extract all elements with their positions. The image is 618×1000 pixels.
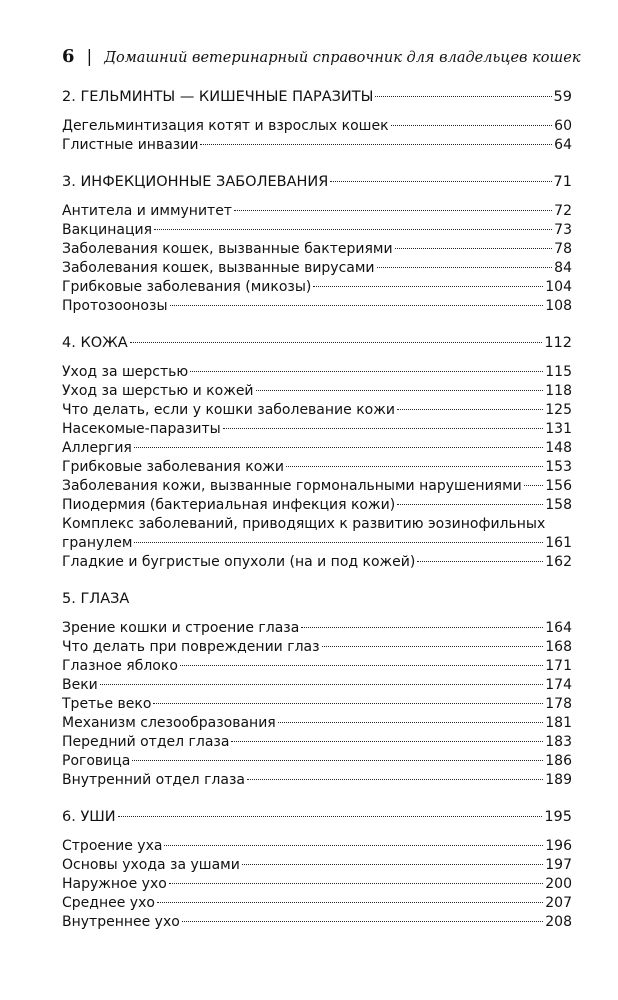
toc-entry[interactable] [62, 259, 572, 278]
toc-entry[interactable] [62, 202, 572, 221]
dot-leader [524, 485, 544, 486]
dot-leader [313, 286, 543, 287]
entry-title: Антитела и иммунитет [62, 203, 232, 219]
chapter-heading[interactable] [62, 171, 572, 193]
dot-leader [322, 646, 544, 647]
dot-leader [223, 428, 544, 429]
entry-page-number: 196 [545, 838, 572, 854]
entry-title: Наружное ухо [62, 876, 167, 892]
entry-page-number: 108 [545, 298, 572, 314]
toc-chapter [62, 806, 572, 932]
entry-title: Протозоонозы [62, 298, 168, 314]
entry-title: Гладкие и бугристые опухоли (на и под кожей) [62, 554, 416, 570]
toc-chapter [62, 171, 572, 316]
dot-leader [231, 741, 543, 742]
entry-page-number: 208 [545, 914, 572, 930]
entry-title: Дегельминтизация котят и взрослых кошек [62, 118, 389, 134]
entry-page-number: 158 [545, 497, 572, 513]
chapter-title: 6. УШИ [62, 809, 116, 825]
dot-leader [118, 816, 543, 817]
entry-title: Внутренний отдел глаза [62, 772, 245, 788]
dot-leader [375, 96, 551, 97]
entry-title: Передний отдел глаза [62, 734, 230, 750]
entry-page-number: 156 [545, 478, 572, 494]
toc-entry[interactable] [62, 420, 572, 439]
entry-title: Среднее ухо [62, 895, 155, 911]
entry-page-number: 118 [545, 383, 572, 399]
toc-entry[interactable] [62, 382, 572, 401]
entry-title: Зрение кошки и строение глаза [62, 620, 300, 636]
entry-page-number: 168 [545, 639, 572, 655]
toc-entry[interactable] [62, 771, 572, 790]
dot-leader [170, 305, 544, 306]
toc-entry[interactable] [62, 136, 572, 155]
entry-title: Пиодермия (бактериальная инфекция кожи) [62, 497, 396, 513]
toc-entry[interactable] [62, 752, 572, 771]
entry-title: Механизм слезообразования [62, 715, 276, 731]
entry-title: Заболевания кошек, вызванные вирусами [62, 260, 375, 276]
entry-title: Глистные инвазии [62, 137, 199, 153]
entry-page-number: 183 [545, 734, 572, 750]
chapter-page-number: 112 [544, 335, 572, 351]
chapter-heading[interactable] [62, 806, 572, 828]
dot-leader [100, 684, 543, 685]
dot-leader [157, 902, 543, 903]
toc-entry[interactable] [62, 714, 572, 733]
entry-title: Внутреннее ухо [62, 914, 180, 930]
toc-entry[interactable] [62, 553, 572, 572]
entry-title: Вакцинация [62, 222, 153, 238]
toc-chapter [62, 588, 572, 790]
entry-page-number: 115 [545, 364, 572, 380]
entry-page-number: 131 [545, 421, 572, 437]
toc-entry[interactable] [62, 875, 572, 894]
toc-entry[interactable] [62, 676, 572, 695]
entry-page-number: 197 [545, 857, 572, 873]
entry-title: Глазное яблоко [62, 658, 178, 674]
entry-title: Насекомые-паразиты [62, 421, 221, 437]
entry-page-number: 200 [545, 876, 572, 892]
dot-leader [153, 703, 543, 704]
entry-title: Основы ухода за ушами [62, 857, 240, 873]
dot-leader [234, 210, 552, 211]
entry-page-number: 78 [554, 241, 572, 257]
dot-leader [169, 883, 543, 884]
chapter-title: 3. ИНФЕКЦИОННЫЕ ЗАБОЛЕВАНИЯ [62, 174, 329, 190]
dot-leader [134, 447, 543, 448]
toc-entry[interactable] [62, 695, 572, 714]
toc-entry[interactable] [62, 638, 572, 657]
entry-page-number: 148 [545, 440, 572, 456]
dot-leader [286, 466, 543, 467]
dot-leader [301, 627, 543, 628]
entry-page-number: 84 [554, 260, 572, 276]
entry-page-number: 162 [545, 554, 572, 570]
dot-leader [154, 229, 552, 230]
entry-title: Роговица [62, 753, 131, 769]
page-number: 6 [62, 46, 75, 67]
entry-title: Заболевания кошек, вызванные бактериями [62, 241, 393, 257]
entry-title: Уход за шерстью и кожей [62, 383, 254, 399]
entry-page-number: 161 [545, 535, 572, 551]
entry-title: Что делать, если у кошки заболевание кожи [62, 402, 395, 418]
toc-chapter [62, 86, 572, 155]
dot-leader [182, 921, 543, 922]
chapter-heading[interactable] [62, 332, 572, 354]
toc-chapter [62, 332, 572, 572]
dot-leader [164, 845, 543, 846]
toc-entry[interactable] [62, 515, 572, 553]
entry-page-number: 189 [545, 772, 572, 788]
toc-entry[interactable] [62, 401, 572, 420]
dot-leader [242, 864, 543, 865]
dot-leader [391, 125, 553, 126]
chapter-title: 4. КОЖА [62, 335, 128, 351]
dot-leader [200, 144, 552, 145]
chapter-page-number: 71 [553, 174, 572, 190]
entry-title: Уход за шерстью [62, 364, 189, 380]
entry-page-number: 171 [545, 658, 572, 674]
entry-page-number: 60 [554, 118, 572, 134]
dot-leader [256, 390, 544, 391]
book-title: Домашний ветеринарный справочник для владельцев кошек [104, 50, 581, 66]
entry-title: Строение уха [62, 838, 163, 854]
dot-leader [132, 760, 543, 761]
dot-leader [397, 409, 543, 410]
toc-entry[interactable] [62, 477, 572, 496]
toc-entry[interactable] [62, 458, 572, 477]
toc-entry[interactable] [62, 837, 572, 856]
entry-page-number: 153 [545, 459, 572, 475]
entry-page-number: 125 [545, 402, 572, 418]
dot-leader [377, 267, 553, 268]
dot-leader [278, 722, 544, 723]
toc-entry[interactable] [62, 913, 572, 932]
dot-leader [180, 665, 543, 666]
chapter-page-number: 195 [544, 809, 572, 825]
entry-page-number: 178 [545, 696, 572, 712]
toc-entry[interactable] [62, 657, 572, 676]
toc-entry[interactable] [62, 221, 572, 240]
dot-leader [134, 542, 543, 543]
chapter-title: 5. ГЛАЗА [62, 591, 130, 607]
toc-entry[interactable] [62, 856, 572, 875]
table-of-contents [62, 86, 572, 932]
dot-leader [417, 561, 543, 562]
toc-entry[interactable] [62, 619, 572, 638]
toc-entry[interactable] [62, 363, 572, 382]
entry-title: Что делать при повреждении глаз [62, 639, 320, 655]
chapter-heading[interactable] [62, 588, 572, 610]
entry-title-continued: гранулем [62, 535, 133, 551]
entry-page-number: 64 [554, 137, 572, 153]
toc-entry[interactable] [62, 894, 572, 913]
toc-entry[interactable] [62, 496, 572, 515]
entry-title: Веки [62, 677, 98, 693]
toc-entry[interactable] [62, 278, 572, 297]
entry-title: Грибковые заболевания (микозы) [62, 279, 312, 295]
dot-leader [190, 371, 543, 372]
dot-leader [130, 342, 543, 343]
entry-page-number: 181 [545, 715, 572, 731]
page-header [62, 46, 581, 67]
entry-title: Комплекс заболеваний, приводящих к развитию эозинофильных [62, 516, 546, 532]
toc-entry[interactable] [62, 439, 572, 458]
entry-page-number: 207 [545, 895, 572, 911]
entry-page-number: 72 [554, 203, 572, 219]
entry-title: Грибковые заболевания кожи [62, 459, 285, 475]
entry-page-number: 73 [554, 222, 572, 238]
chapter-title: 2. ГЕЛЬМИНТЫ — КИШЕЧНЫЕ ПАРАЗИТЫ [62, 89, 374, 105]
dot-leader [247, 779, 543, 780]
entry-title: Третье веко [62, 696, 152, 712]
chapter-page-number: 59 [553, 89, 572, 105]
entry-page-number: 104 [545, 279, 572, 295]
header-separator: | [86, 47, 93, 67]
dot-leader [330, 181, 551, 182]
toc-entry[interactable] [62, 240, 572, 259]
toc-entry[interactable] [62, 733, 572, 752]
entry-title: Заболевания кожи, вызванные гормональными нарушениями [62, 478, 522, 494]
toc-entry[interactable] [62, 117, 572, 136]
entry-title: Аллергия [62, 440, 132, 456]
dot-leader [397, 504, 543, 505]
entry-page-number: 174 [545, 677, 572, 693]
entry-page-number: 164 [545, 620, 572, 636]
dot-leader [395, 248, 553, 249]
toc-entry[interactable] [62, 297, 572, 316]
chapter-heading[interactable] [62, 86, 572, 108]
entry-page-number: 186 [545, 753, 572, 769]
